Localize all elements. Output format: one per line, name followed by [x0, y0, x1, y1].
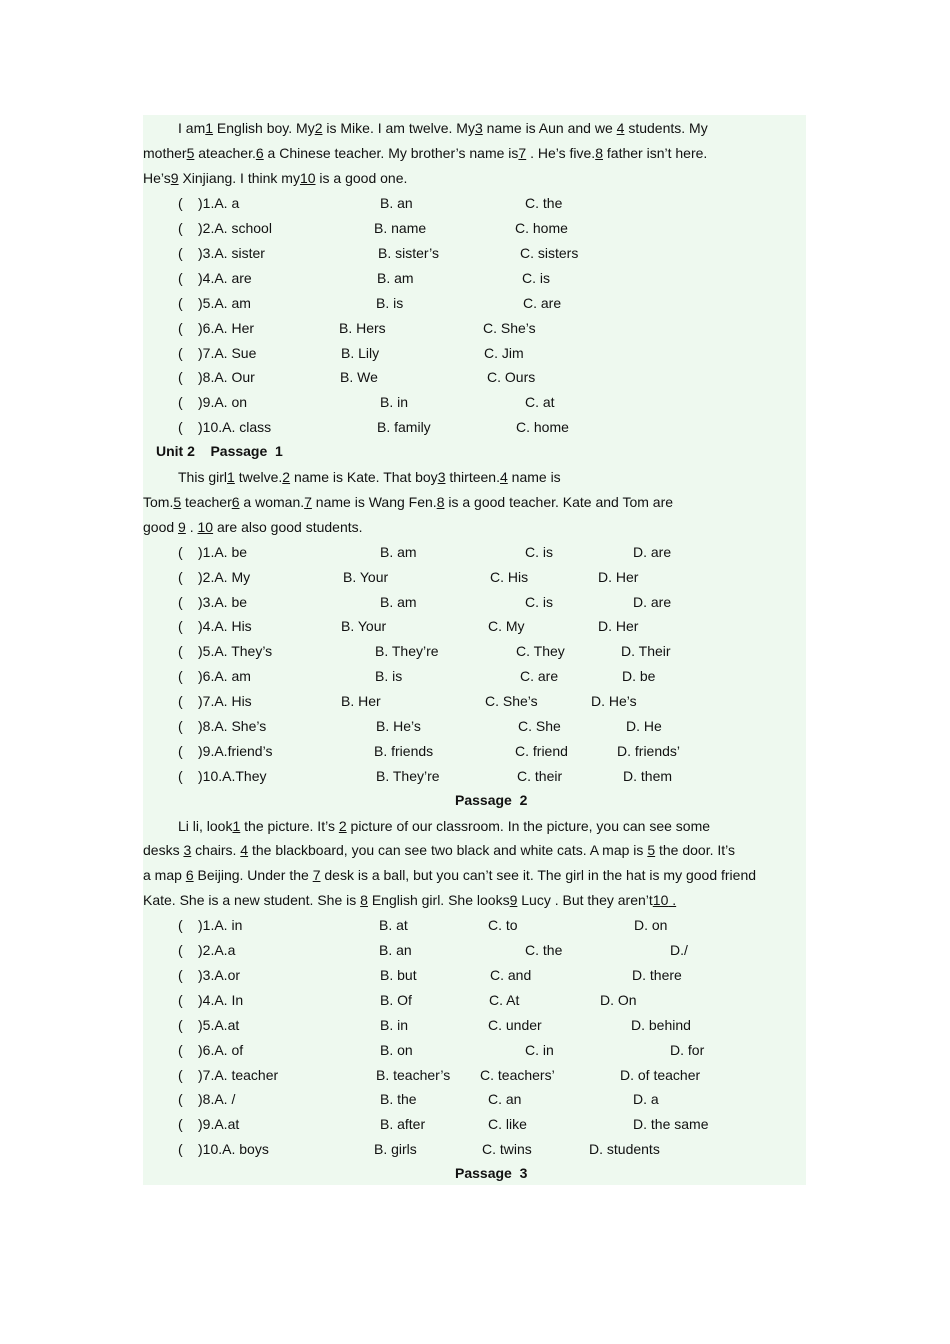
blank-8: 8 [360, 892, 368, 908]
blank-3: 3 [474, 120, 483, 136]
blank-4: 4 [616, 120, 625, 136]
unit1-passage-line-2: mother5 ateacher.6 a Chinese teacher. My brother’s name is7 . He’s five.8 father isn’t here. [143, 145, 708, 161]
blank-9: 9 [509, 892, 518, 908]
unit1-passage-line-3: He’s9 Xinjiang. I think my10 is a good one. [143, 170, 408, 186]
blank-7: 7 [518, 145, 527, 161]
blank-2: 2 [338, 818, 347, 834]
blank-7: 7 [312, 867, 321, 883]
unit1-passage-line-1: I am1 English boy. My2 is Mike. I am twelve. My3 name is Aun and we 4 students. My [178, 120, 708, 136]
blank-5: 5 [186, 145, 195, 161]
passage2-line-4: Kate. She is a new student. She is 8 English girl. She looks9 Lucy . But they aren’t10 . [143, 892, 677, 908]
passage2-heading: Passage 2 [455, 792, 528, 808]
blank-9: 9 [170, 170, 179, 186]
blank-2: 2 [314, 120, 323, 136]
blank-6: 6 [231, 494, 240, 510]
blank-7: 7 [304, 494, 312, 510]
blank-8: 8 [595, 145, 603, 161]
unit2-heading: Unit 2 Passage 1 [156, 443, 283, 459]
blank-5: 5 [647, 842, 656, 858]
blank-8: 8 [436, 494, 445, 510]
blank-4: 4 [499, 469, 508, 485]
passage2-line-3: a map 6 Beijing. Under the 7 desk is a ball, but you can’t see it. The girl in the hat is my good friend [143, 867, 757, 883]
passage2-line-2: desks 3 chairs. 4 the blackboard, you can see two black and white cats. A map is 5 the door. It’s [143, 842, 736, 858]
blank-1: 1 [227, 469, 235, 485]
passage2-line-1: Li li, look1 the picture. It’s 2 picture of our classroom. In the picture, you can see some [178, 818, 711, 834]
blank-6: 6 [185, 867, 194, 883]
passage1-line-1: This girl1 twelve.2 name is Kate. That boy3 thirteen.4 name is [178, 469, 561, 485]
blank-3: 3 [437, 469, 446, 485]
blank-4: 4 [240, 842, 249, 858]
blank-10: 10 [652, 892, 669, 908]
blank-10: 10 [299, 170, 316, 186]
blank-10: 10 [197, 519, 214, 535]
passage1-line-2: Tom.5 teacher6 a woman.7 name is Wang Fen.8 is a good teacher. Kate and Tom are [143, 494, 674, 510]
blank-2: 2 [282, 469, 291, 485]
blank-9: 9 [178, 519, 186, 535]
blank-6: 6 [255, 145, 264, 161]
passage1-line-3: good 9 . 10 are also good students. [143, 519, 363, 535]
blank-5: 5 [173, 494, 182, 510]
blank-1: 1 [232, 818, 241, 834]
passage3-heading: Passage 3 [455, 1165, 528, 1181]
blank-1: 1 [205, 120, 214, 136]
blank-3: 3 [183, 842, 192, 858]
